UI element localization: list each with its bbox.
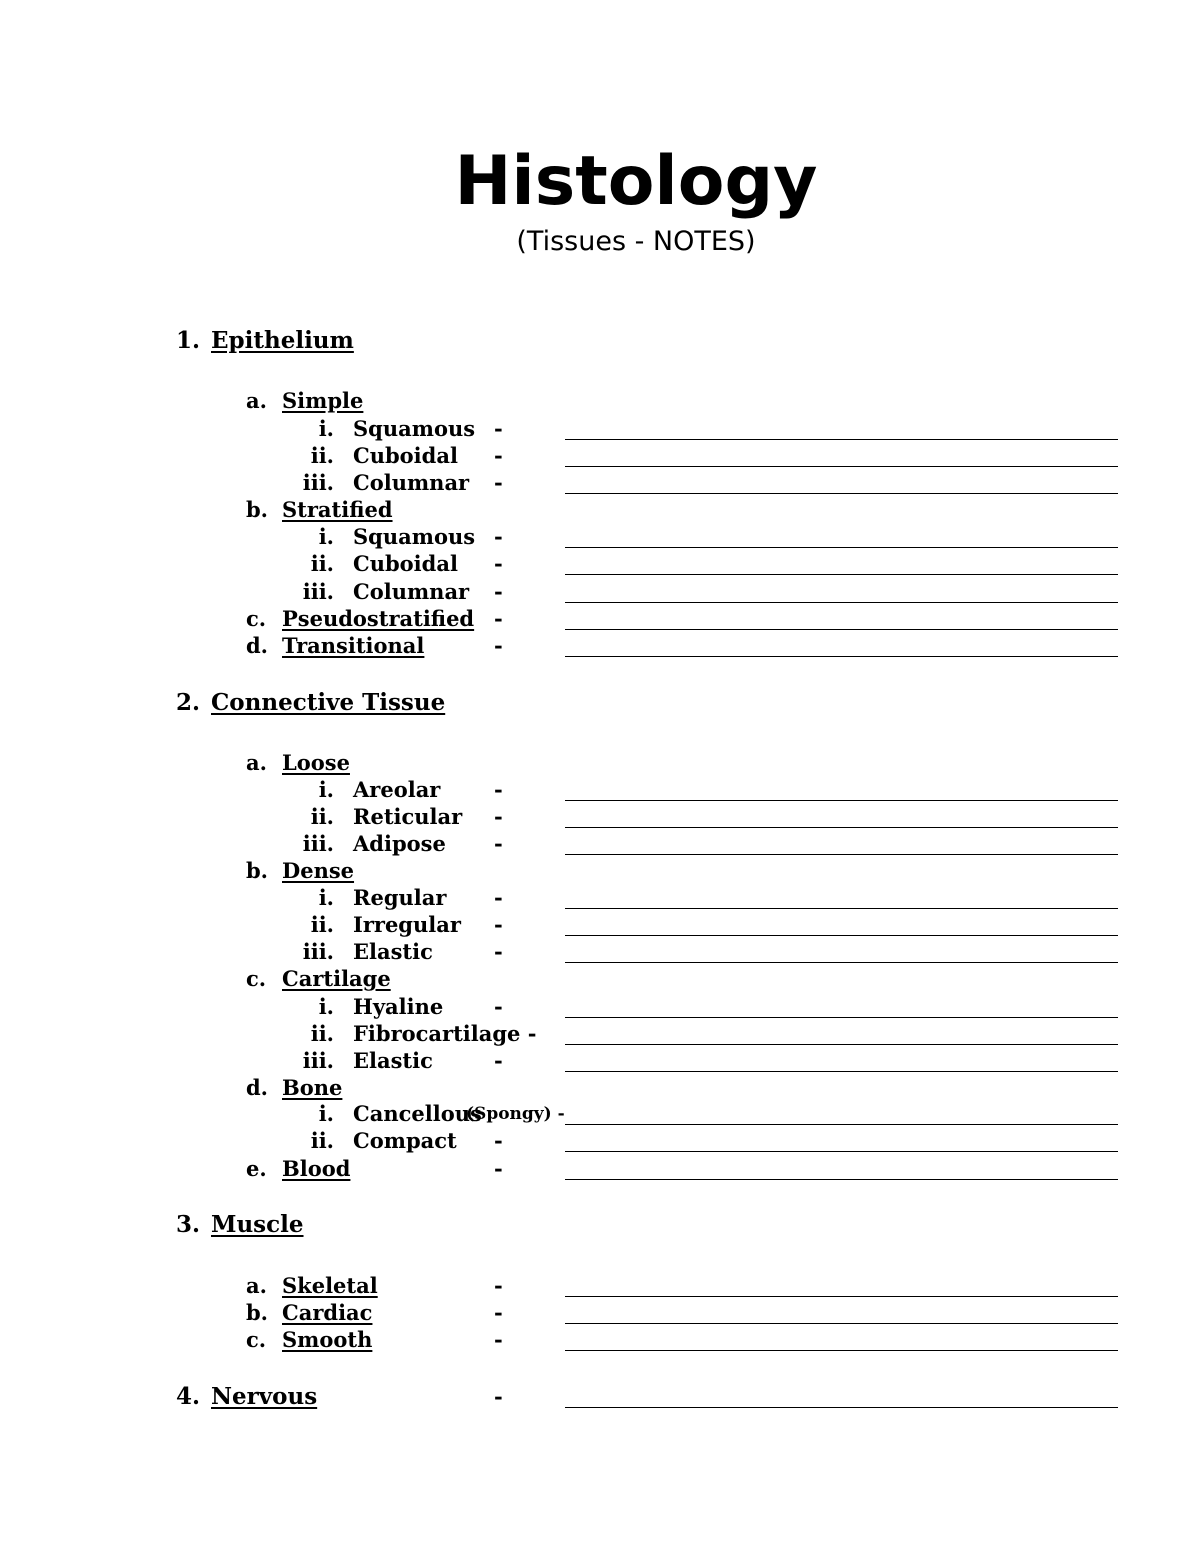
list-marker: a. [246,750,267,775]
item-label: Adipose [353,831,446,856]
item-label: Hyaline [353,994,444,1019]
subsection-item [0,1074,1200,1102]
dash-separator: - [494,939,503,964]
list-marker: i. [318,994,334,1019]
list-marker: ii. [310,912,334,937]
list-marker: c. [246,606,267,631]
list-marker: b. [246,1300,268,1325]
item-label: Cuboidal [353,443,458,468]
subsection-item [0,749,1200,777]
dash-separator: - [494,804,503,829]
section-heading [0,689,1200,717]
subsection-item [0,605,1200,633]
tissue-item [0,803,1200,831]
item-label: Elastic [353,939,433,964]
item-label: Nervous [211,1383,318,1410]
list-marker: ii. [310,443,334,468]
tissue-item [0,911,1200,939]
item-label: Loose [282,750,350,775]
item-label: Compact [353,1128,457,1153]
item-label: Areolar [353,777,441,802]
list-marker: i. [318,885,334,910]
dash-separator: - [494,1048,503,1073]
list-marker: iii. [302,939,334,964]
item-label: Cardiac [282,1300,373,1325]
item-label: Simple [282,388,364,413]
list-marker: 2. [176,689,201,716]
item-label: Dense [282,858,355,883]
item-label: Cancellous [353,1101,482,1126]
list-marker: i. [318,416,334,441]
subsection-item [0,387,1200,415]
list-marker: 3. [176,1211,201,1238]
list-marker: ii. [310,1021,334,1046]
dash-separator: - [494,579,503,604]
list-marker: ii. [310,551,334,576]
subsection-item [0,1155,1200,1183]
item-label: Irregular [353,912,461,937]
subsection-item [0,1326,1200,1354]
subsection-item [0,1299,1200,1327]
item-label: Fibrocartilage - [353,1021,537,1046]
dash-separator: - [494,777,503,802]
tissue-item [0,469,1200,497]
answer-blank-line[interactable] [565,602,1118,603]
item-label: Muscle [211,1211,304,1238]
item-label: Smooth [282,1327,373,1352]
tissue-item [0,1127,1200,1155]
list-marker: ii. [310,1128,334,1153]
list-marker: iii. [302,579,334,604]
answer-blank-line[interactable] [565,547,1118,548]
list-marker: iii. [302,1048,334,1073]
dash-separator: - [494,606,503,631]
section-heading [0,1383,1200,1411]
subsection-item [0,632,1200,660]
page-subtitle: (Tissues - NOTES) [516,226,756,257]
dash-separator: - [494,1327,503,1352]
page-title: Histology [454,142,818,221]
answer-blank-line[interactable] [565,854,1118,855]
list-marker: 1. [176,327,201,354]
item-label: Columnar [353,470,470,495]
answer-blank-line[interactable] [565,493,1118,494]
list-marker: d. [246,1075,268,1100]
tissue-item [0,578,1200,606]
tissue-item [0,1020,1200,1048]
item-label: Cartilage [282,966,391,991]
dash-separator: - [494,912,503,937]
tissue-item [0,523,1200,551]
item-label: Pseudostratified [282,606,475,631]
answer-blank-line[interactable] [565,656,1118,657]
answer-blank-line[interactable] [565,1124,1118,1125]
answer-blank-line[interactable] [565,629,1118,630]
answer-blank-line[interactable] [565,962,1118,963]
list-marker: a. [246,1273,267,1298]
dash-separator: - [494,994,503,1019]
list-marker: b. [246,497,268,522]
dash-separator: - [494,1300,503,1325]
tissue-item [0,1100,1200,1128]
answer-blank-line[interactable] [565,1323,1118,1324]
answer-blank-line[interactable] [565,1071,1118,1072]
subsection-item [0,857,1200,885]
tissue-item [0,442,1200,470]
dash-separator: - [494,524,503,549]
list-marker: ii. [310,804,334,829]
list-marker: 4. [176,1383,201,1410]
list-marker: i. [318,524,334,549]
item-note: (Spongy) - [466,1104,565,1124]
item-label: Squamous [353,524,476,549]
answer-blank-line[interactable] [565,1179,1118,1180]
answer-blank-line[interactable] [565,800,1118,801]
dash-separator: - [494,885,503,910]
list-marker: c. [246,1327,267,1352]
answer-blank-line[interactable] [565,1017,1118,1018]
list-marker: e. [246,1156,267,1181]
item-label: Elastic [353,1048,433,1073]
item-label: Transitional [282,633,425,658]
dash-separator: - [494,633,503,658]
dash-separator: - [494,831,503,856]
dash-separator: - [494,470,503,495]
section-heading [0,1211,1200,1239]
answer-blank-line[interactable] [565,908,1118,909]
subsection-item [0,1272,1200,1300]
dash-separator: - [494,1156,503,1181]
item-label: Blood [282,1156,351,1181]
subsection-item [0,965,1200,993]
list-marker: i. [318,1101,334,1126]
list-marker: c. [246,966,267,991]
item-label: Columnar [353,579,470,604]
tissue-item [0,830,1200,858]
list-marker: d. [246,633,268,658]
item-label: Regular [353,885,447,910]
item-label: Cuboidal [353,551,458,576]
tissue-item [0,415,1200,443]
tissue-item [0,1047,1200,1075]
list-marker: iii. [302,470,334,495]
item-label: Skeletal [282,1273,378,1298]
answer-blank-line[interactable] [565,1044,1118,1045]
answer-blank-line[interactable] [565,574,1118,575]
item-label: Squamous [353,416,476,441]
answer-blank-line[interactable] [565,1296,1118,1297]
dash-separator: - [494,443,503,468]
tissue-item [0,550,1200,578]
tissue-item [0,884,1200,912]
dash-separator: - [494,416,503,441]
item-label: Stratified [282,497,393,522]
tissue-item [0,776,1200,804]
dash-separator: - [494,1128,503,1153]
list-marker: i. [318,777,334,802]
tissue-item [0,993,1200,1021]
dash-separator: - [494,551,503,576]
list-marker: iii. [302,831,334,856]
list-marker: b. [246,858,268,883]
answer-blank-line[interactable] [565,827,1118,828]
dash-separator: - [494,1273,503,1298]
answer-blank-line[interactable] [565,1407,1118,1408]
item-label: Connective Tissue [211,689,446,716]
answer-blank-line[interactable] [565,935,1118,936]
item-label: Epithelium [211,327,354,354]
section-heading [0,327,1200,355]
dash-separator: - [494,1384,503,1409]
subsection-item [0,496,1200,524]
list-marker: a. [246,388,267,413]
item-label: Reticular [353,804,463,829]
answer-blank-line[interactable] [565,1151,1118,1152]
answer-blank-line[interactable] [565,439,1118,440]
tissue-item [0,938,1200,966]
item-label: Bone [282,1075,343,1100]
answer-blank-line[interactable] [565,1350,1118,1351]
answer-blank-line[interactable] [565,466,1118,467]
